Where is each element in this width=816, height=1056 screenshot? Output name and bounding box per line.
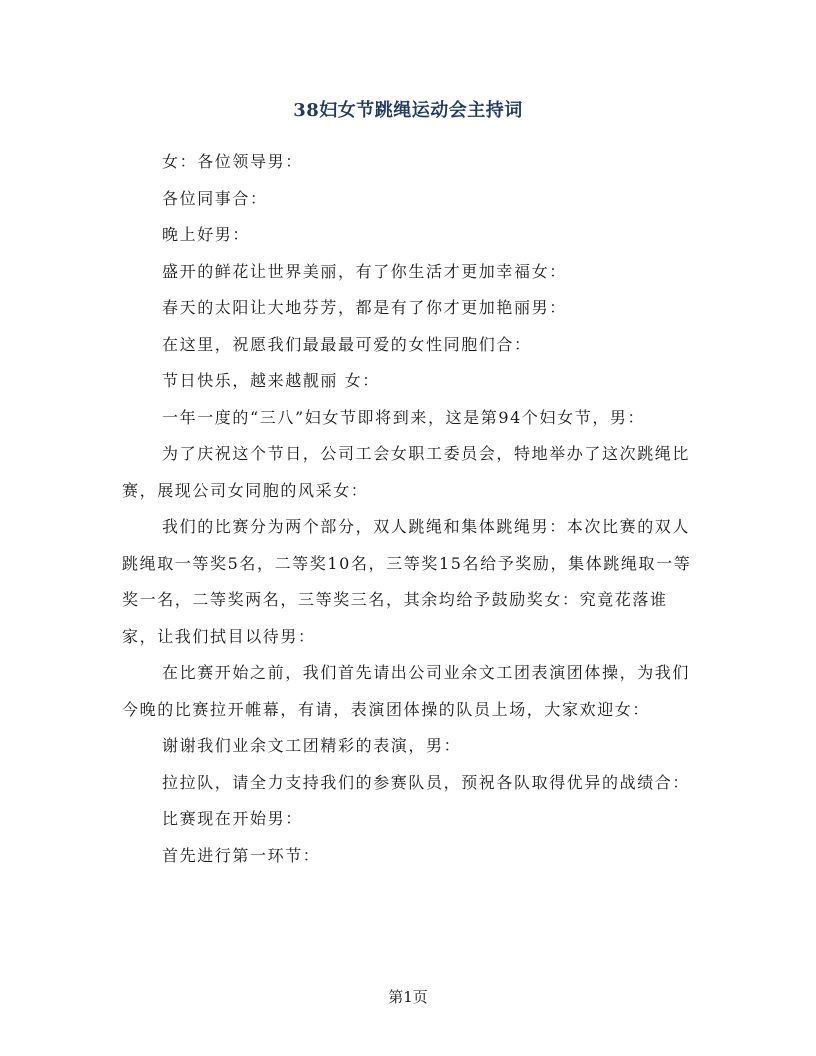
paragraph: 晚上好男： bbox=[162, 225, 251, 244]
paragraph: 各位同事合： bbox=[162, 188, 268, 208]
paragraph: 盛开的鲜花让世界美丽，有了你生活才更加幸福女： bbox=[162, 261, 567, 281]
paragraph: 在比赛开始之前，我们首先请出公司业余文工团表演团体操，为我们今晚的比赛拉开帷幕，有请，表演团体操的队员上场，大家欢迎女： bbox=[122, 663, 691, 719]
paragraph: 拉拉队，请全力支持我们的参赛队员，预祝各队取得优异的战绩合： bbox=[162, 772, 691, 792]
paragraph: 女：各位领导男： bbox=[162, 152, 303, 171]
document-title: 38妇女节跳绳运动会主持词 bbox=[293, 100, 523, 121]
paragraph: 节日快乐，越来越靓丽 女： bbox=[162, 371, 380, 390]
page-number: 第1页 bbox=[388, 988, 428, 1006]
document-body bbox=[122, 144, 692, 874]
paragraph: 比赛现在开始男： bbox=[162, 809, 303, 828]
paragraph: 谢谢我们业余文工团精彩的表演，男： bbox=[162, 736, 462, 755]
paragraph: 一年一度的“三八”妇女节即将到来，这是第94个妇女节，男： bbox=[162, 407, 646, 427]
paragraph: 为了庆祝这个节日，公司工会女职工委员会，特地举办了这次跳绳比赛，展现公司女同胞的风采女： bbox=[122, 444, 691, 500]
paragraph: 春天的太阳让大地芬芳，都是有了你才更加艳丽男： bbox=[162, 298, 567, 317]
paragraph: 在这里，祝愿我们最最最可爱的女性同胞们合： bbox=[162, 334, 532, 354]
paragraph: 首先进行第一环节： bbox=[162, 845, 321, 865]
paragraph: 我们的比赛分为两个部分，双人跳绳和集体跳绳男：本次比赛的双人跳绳取一等奖5名，二等奖10名，三等奖15名给予奖励，集体跳绳取一等奖一名，二等奖两名，三等奖三名，其余均给予鼓励奖女：究竟花落谁家，让我们拭目以待男： bbox=[122, 517, 692, 646]
